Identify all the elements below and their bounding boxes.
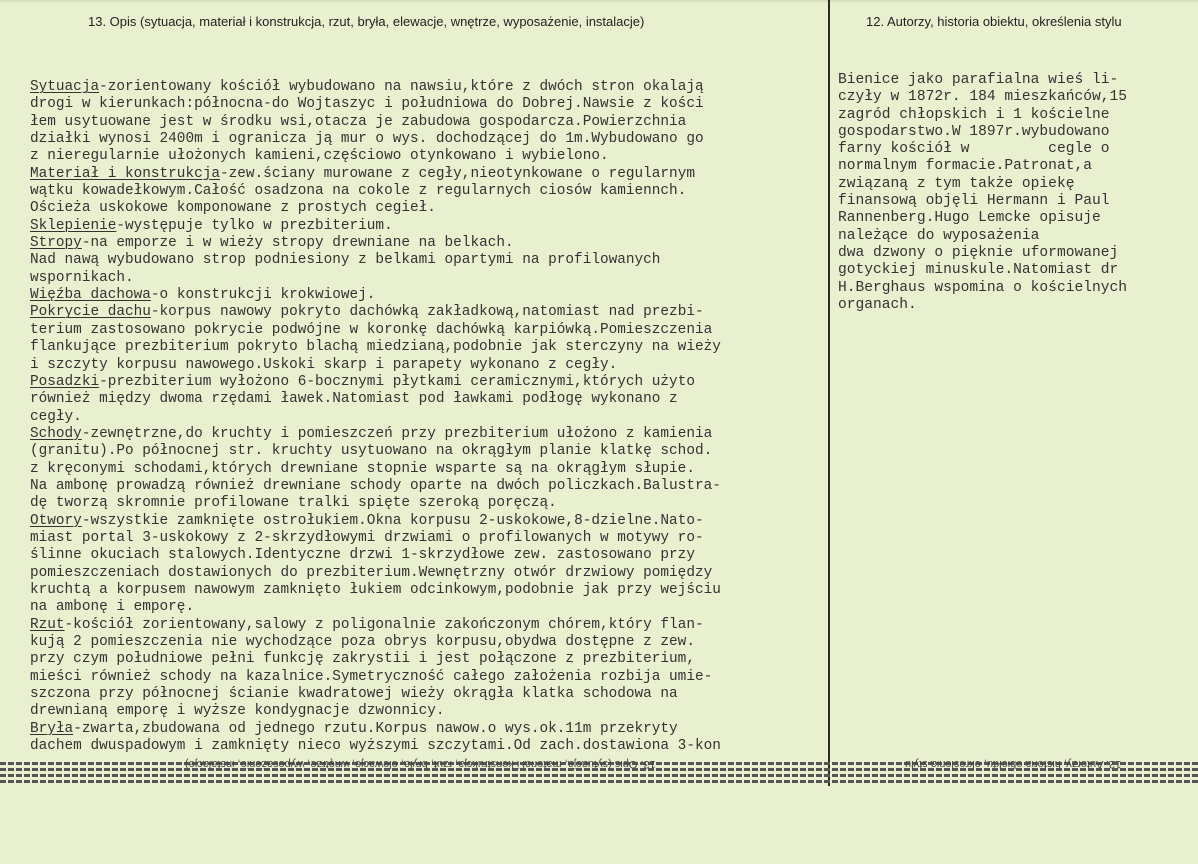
description-line xyxy=(30,582,721,599)
description-line-text: z nieregularnie ułożonych kamieni,częściowo otynkowano i wybielono. xyxy=(30,148,609,165)
description-column-header: 13. Opis (sytuacja, materiał i konstrukcja, rzut, bryła, elewacje, wnętrze, wyposażenie, instalacje) xyxy=(88,14,645,29)
section-keyword: Bryła xyxy=(30,720,74,737)
description-line-text: mieści również schody na kazalnice.Symetryczność całego założenia rozbija umie- xyxy=(30,668,713,685)
description-line-text: -zorientowany kościół wybudowano na nawsiu,które z dwóch stron okalają xyxy=(99,79,704,95)
description-line-text: Nad nawą wybudowano strop podniesiony z belkami opartymi na profilowanych xyxy=(30,252,661,269)
reverse-side-header-left: 13. Opis (sytuacja, materiał i konstrukcja, rzut, bryła, elewacje, wnętrze, wyposażenie, instalacje) xyxy=(185,758,656,770)
description-line-text: -zewnętrzne,do kruchty i pomieszczeń przy prezbiterium ułożono z kamienia xyxy=(81,425,713,442)
history-text xyxy=(838,72,1127,314)
description-line xyxy=(30,530,721,547)
description-line-text: -występuje tylko w prezbiterium. xyxy=(116,217,393,234)
history-line: zagród chłopskich i 1 kościelne xyxy=(838,106,1110,123)
description-line-text: (granitu).Po północnej str. kruchty usytuowano na okrągłym planie klatkę schod. xyxy=(30,443,713,460)
section-keyword: Więźba dachowa xyxy=(30,287,151,304)
description-line xyxy=(30,599,721,616)
history-line: gospodarstwo.W 1897r.wybudowano xyxy=(838,123,1110,140)
description-line-text: pomieszczeniach dostawionych do prezbiterium.Wewnętrzny otwór drzwiowy pomiędzy xyxy=(30,564,713,581)
section-keyword: Stropy xyxy=(30,235,82,252)
section-keyword: Sytuacja xyxy=(30,79,100,95)
description-line xyxy=(30,513,721,530)
section-keyword: Rzut xyxy=(30,616,65,633)
description-line xyxy=(30,79,721,96)
description-line xyxy=(30,409,721,426)
description-line xyxy=(30,547,721,564)
description-line xyxy=(30,478,721,495)
description-line-text: przy czym południowe pełni funkcję zakrystii i jest połączone z prezbiterium, xyxy=(30,651,695,668)
section-keyword: Posadzki xyxy=(30,373,100,390)
history-line: organach. xyxy=(838,296,917,313)
description-line-text: ślinne okuciach stalowych.Identyczne drzwi 1-skrzydłowe zew. zastosowano przy xyxy=(30,547,695,564)
description-line xyxy=(30,461,721,478)
description-line-text: również między dwoma rzędami ławek.Natomiast pod ławkami podłogę wykonano z xyxy=(30,391,678,408)
history-line: Bienice jako parafialna wieś li- xyxy=(838,72,1119,88)
history-line: czyły w 1872r. 184 mieszkańców,15 xyxy=(838,89,1128,106)
description-line xyxy=(30,721,721,738)
description-line-text: Na ambonę prowadzą również drewniane schody oparte na dwóch policzkach.Balustra- xyxy=(30,477,721,494)
description-line xyxy=(30,738,721,755)
history-line: związaną z tym także opiekę xyxy=(838,175,1075,192)
description-line-text: -na emporze i w wieży stropy drewniane na belkach. xyxy=(81,235,514,252)
description-line-text: -o konstrukcji krokwiowej. xyxy=(150,287,376,304)
history-line: Rannenberg.Hugo Lemcke opisuje xyxy=(838,210,1101,227)
description-line-text: -korpus nawowy pokryto dachówką zakładkową,natomiast nad prezbi- xyxy=(150,304,704,321)
section-keyword: Pokrycie dachu xyxy=(30,304,151,321)
description-line xyxy=(30,96,721,113)
description-line xyxy=(30,270,721,287)
description-line-text: terium zastosowano pokrycie podwójne w koronkę dachówką karpiówką.Pomieszczenia xyxy=(30,321,713,338)
description-line-text: kują 2 pomieszczenia nie wychodzące poza obrys korpusu,obydwa dostępne z zew. xyxy=(30,634,695,650)
description-line-text: miast portal 3-uskokowy z 2-skrzydłowymi drzwiami o profilowanych w motywy ro- xyxy=(30,529,704,546)
description-line-text: dachem dwuspadowym i zamknięty nieco wyższymi szczytami.Od zach.dostawiona 3-kon xyxy=(30,738,721,755)
description-line xyxy=(30,703,721,720)
column-divider xyxy=(828,0,830,790)
description-line-text: łem usytuowane jest w środku wsi,otacza je zabudowa gospodarcza.Powierzchnia xyxy=(30,113,687,130)
section-keyword: Materiał i konstrukcja xyxy=(30,165,220,182)
description-line-text: -wszystkie zamknięte ostrołukiem.Okna korpusu 2-uskokowe,8-dzielne.Nato- xyxy=(81,512,704,529)
description-line-text: flankujące prezbiterium pokryto blachą miedzianą,podobnie jak sterczyny na wieży xyxy=(30,339,721,356)
description-line xyxy=(30,114,721,131)
top-edge xyxy=(0,0,1198,2)
description-line xyxy=(30,357,721,374)
history-column-header: 12. Autorzy, historia obiektu, określenia stylu xyxy=(866,14,1122,29)
description-line xyxy=(30,166,721,183)
description-line-text: wspornikach. xyxy=(30,269,134,286)
history-line: H.Berghaus wspomina o kościelnych xyxy=(838,279,1128,296)
history-line: gotyckiej minuskule.Natomiast dr xyxy=(838,262,1119,279)
description-line xyxy=(30,495,721,512)
description-line xyxy=(30,148,721,165)
description-line xyxy=(30,339,721,356)
description-line xyxy=(30,565,721,582)
description-line xyxy=(30,374,721,391)
lower-margin xyxy=(0,786,1198,864)
description-line-text: -kościół zorientowany,salowy z poligonalnie zakończonym chórem,który flan- xyxy=(64,616,704,633)
description-line-text: na ambonę i emporę. xyxy=(30,599,195,616)
section-keyword: Sklepienie xyxy=(30,217,117,234)
description-line xyxy=(30,200,721,217)
description-line xyxy=(30,131,721,148)
description-line xyxy=(30,634,721,651)
description-line xyxy=(30,218,721,235)
description-line xyxy=(30,651,721,668)
description-line-text: -zwarta,zbudowana od jednego rzutu.Korpus nawow.o wys.ok.11m przekryty xyxy=(73,720,678,737)
description-text xyxy=(30,79,721,755)
description-line xyxy=(30,304,721,321)
section-keyword: Schody xyxy=(30,425,82,442)
description-line-text: -zew.ściany murowane z cegły,nieotynkowane o regularnym xyxy=(220,165,695,182)
description-line-text: drewnianą emporę i wyższe kondygnacje dzwonnicy. xyxy=(30,703,445,720)
description-line-text: z kręconymi schodami,których drewniane stopnie wsparte są na okrągłym słupie. xyxy=(30,460,695,477)
description-line-text: szczona przy północnej ścianie kwadratowej wieży okrągła klatka schodowa na xyxy=(30,686,678,703)
description-line-text: -prezbiterium wyłożono 6-bocznymi płytkami ceramicznymi,których użyto xyxy=(99,373,695,390)
history-line: dwa dzwony o pięknie uformowanej xyxy=(838,244,1119,261)
history-line: finansową objęli Hermann i Paul xyxy=(838,193,1110,210)
history-line: farny kościół w cegle o xyxy=(838,141,1110,158)
description-line xyxy=(30,322,721,339)
description-line-text: cegły. xyxy=(30,408,82,425)
description-line xyxy=(30,287,721,304)
description-line-text: drogi w kierunkach:północna-do Wojtaszyc i południowa do Dobrej.Nawsie z kości xyxy=(30,96,704,113)
description-line xyxy=(30,443,721,460)
history-line: normalnym formacie.Patronat,a xyxy=(838,158,1092,175)
description-line xyxy=(30,617,721,634)
history-line: należące do wyposażenia xyxy=(838,227,1040,244)
description-line xyxy=(30,235,721,252)
description-line-text: dę tworzą skromnie profilowane tralki spięte szeroką poręczą. xyxy=(30,495,557,512)
description-line-text: kruchtą a korpusem nawowym zamknięto łukiem odcinkowym,podobnie jak przy wejściu xyxy=(30,581,721,598)
description-line-text: wątku kowadełkowym.Całość osadzona na cokole z regularnych ciosów kamiennch. xyxy=(30,183,687,200)
description-line-text: działki wynosi 2400m i ogranicza ją mur o wys. dochodzącej do 1m.Wybudowano go xyxy=(30,131,704,148)
section-keyword: Otwory xyxy=(30,512,82,529)
description-line xyxy=(30,183,721,200)
description-line xyxy=(30,391,721,408)
wavy-rule xyxy=(0,774,1198,777)
wavy-rule xyxy=(0,780,1198,783)
description-line xyxy=(30,686,721,703)
description-line xyxy=(30,426,721,443)
description-line xyxy=(30,252,721,269)
reverse-side-header-right: 12. Autorzy, historia obiektu, określenia stylu xyxy=(905,758,1122,770)
description-line-text: Ościeża uskokowe komponowane z prostych cegieł. xyxy=(30,200,436,217)
description-line-text: i szczyty korpusu nawowego.Uskoki skarp i parapety wykonano z cegły. xyxy=(30,356,618,373)
description-line xyxy=(30,669,721,686)
